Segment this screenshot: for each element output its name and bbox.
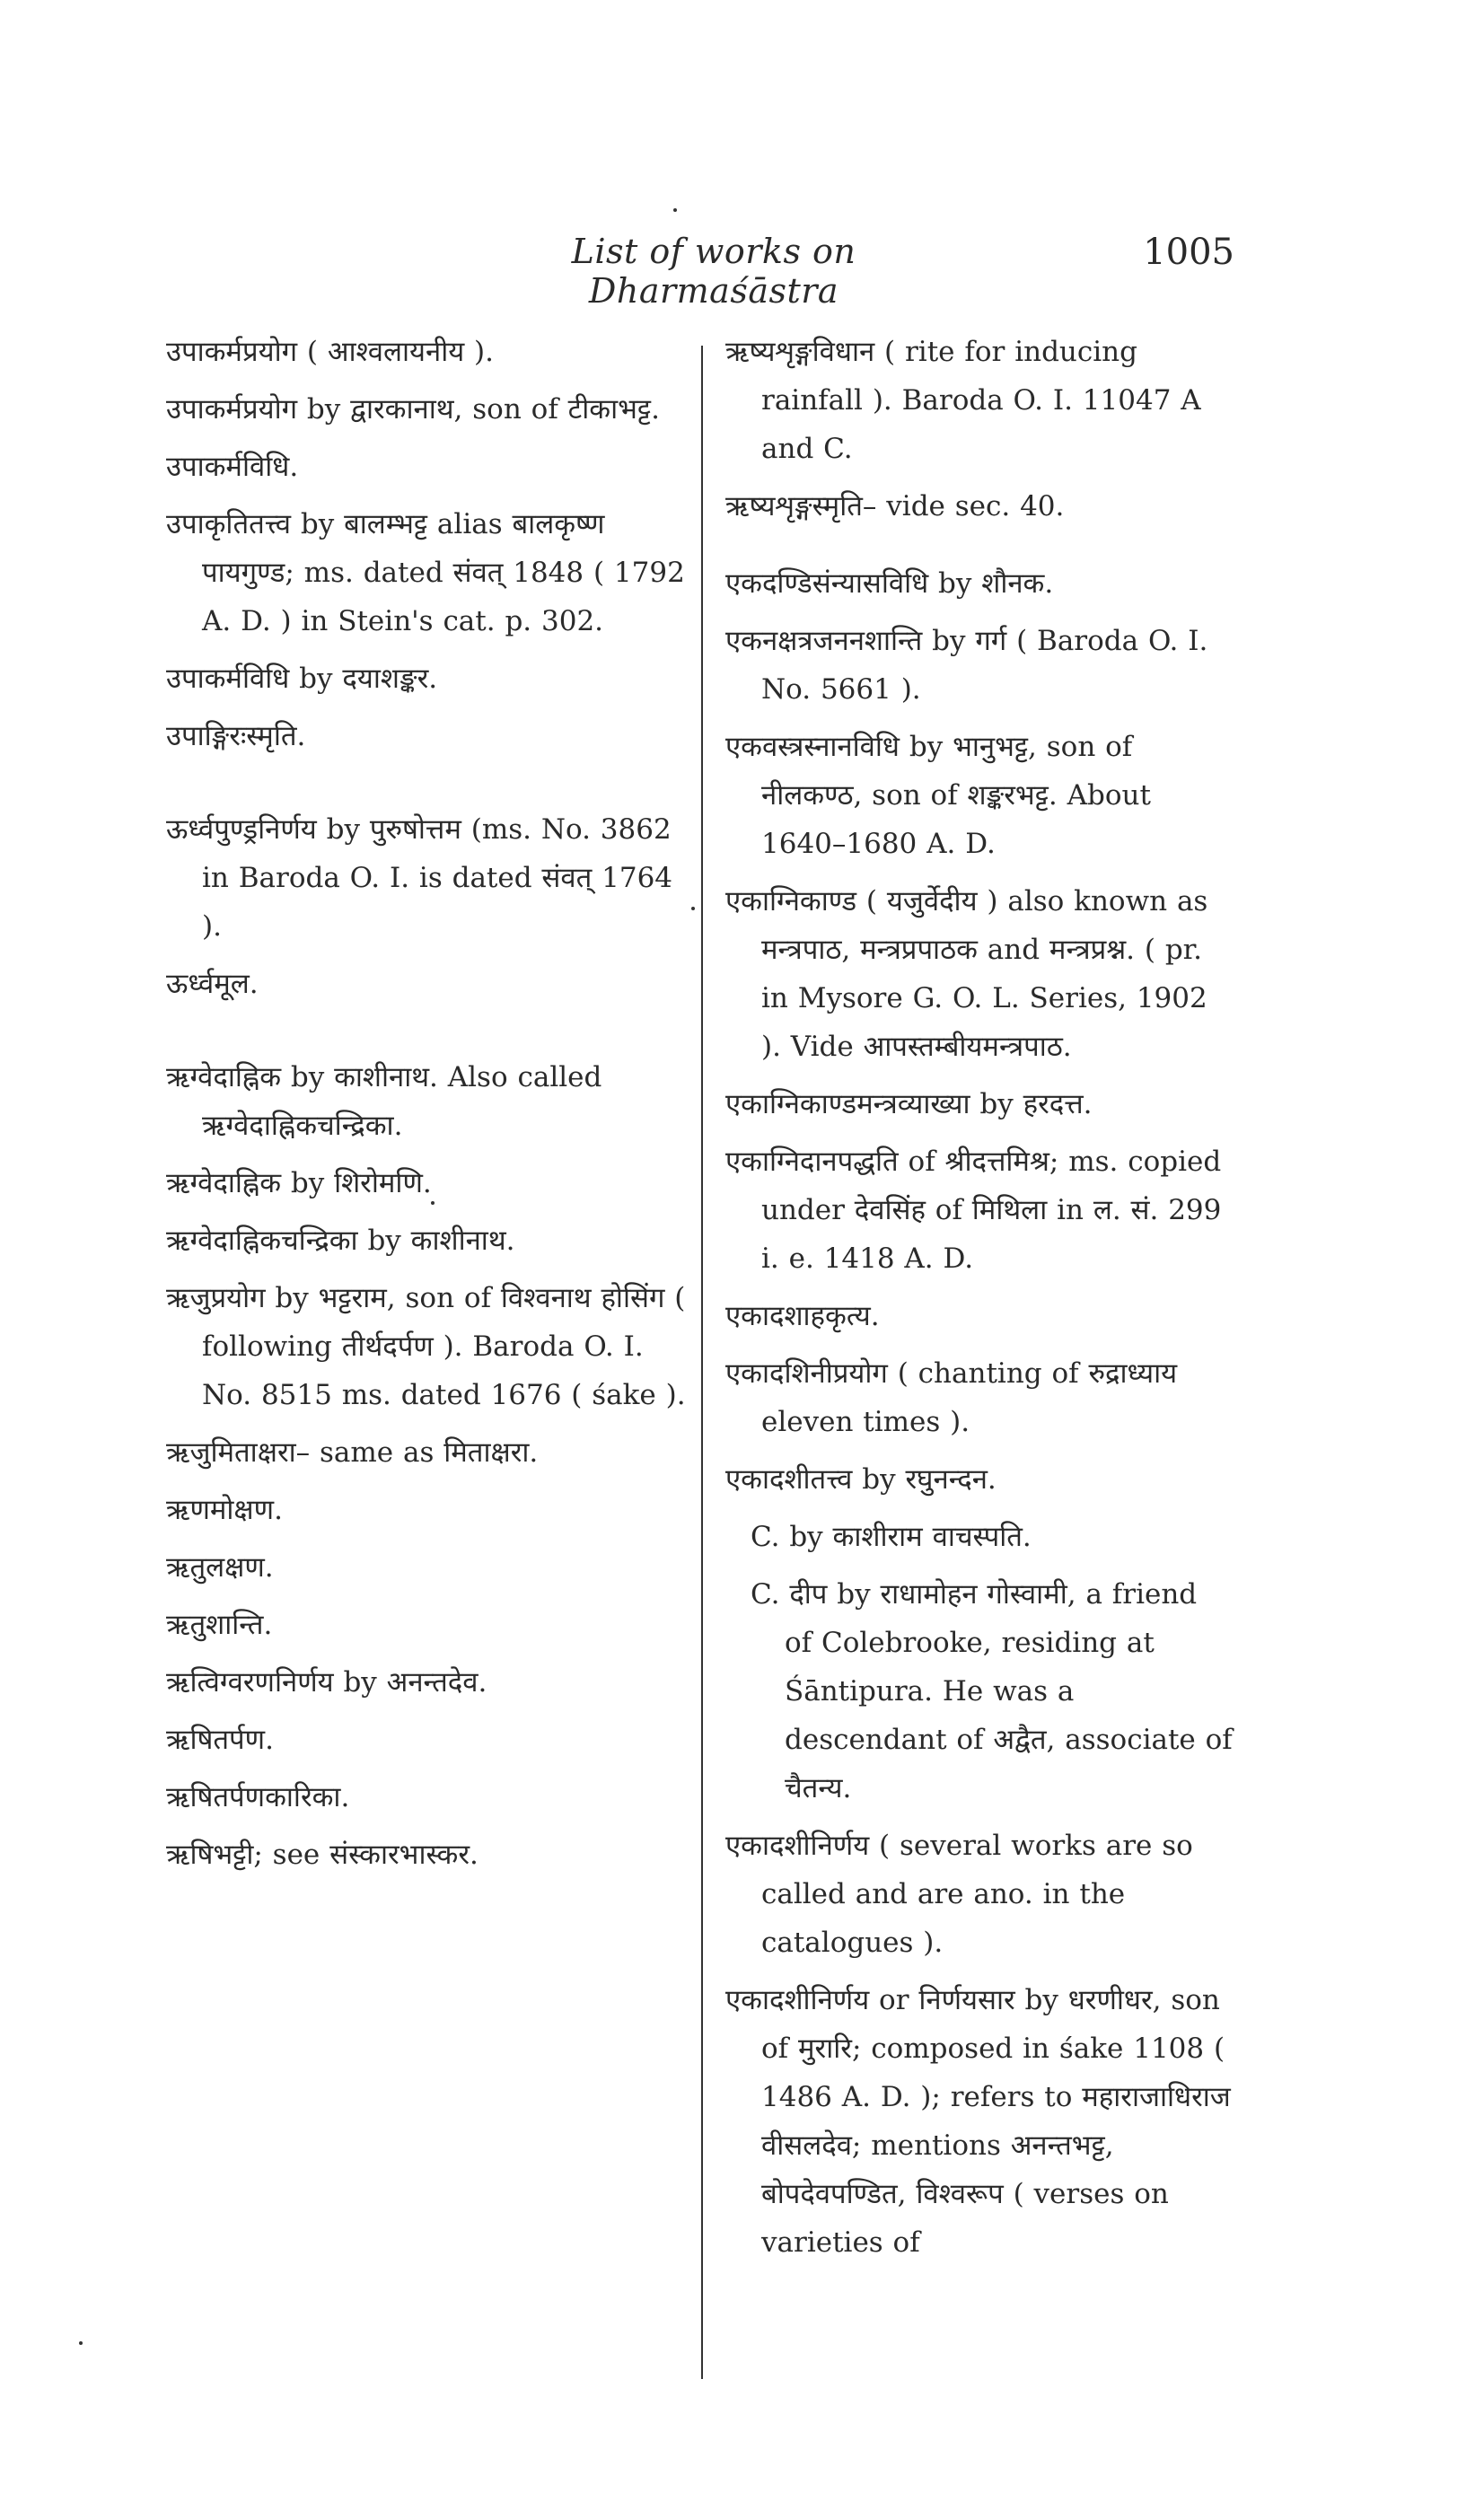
list-item: एकादशाहकृत्य. [725,1300,880,1332]
list-item: उपाकर्मविधि. [166,451,299,483]
running-header-title: List of works on Dharmaśāstra [571,232,856,311]
list-item: ऋग्वेदाह्निकचन्द्रिका by काशीनाथ. [166,1225,515,1257]
list-item: एकाग्निकाण्ड ( यजुर्वेदीय ) also known as मन्त्रपाठ, मन्त्रप्रपाठक and मन्त्रप्रश्न. ( pr. in Mysore G. O. L. Series, 1902 ). Vide आपस्तम्बीयमन्त्रपाठ. [725,885,1208,1063]
list-item: ऋतुलक्षण. [166,1551,274,1584]
list-item: एकादशीनिर्णय ( several works are so called and are ano. in the catalogues ). [725,1830,1193,1959]
print-speck [431,1201,435,1205]
list-item: ऋषितर्पणकारिका. [166,1781,350,1813]
list-item: ऋत्विग्वरणनिर्णय by अनन्तदेव. [166,1666,487,1699]
list-item: एकाग्निकाण्डमन्त्रव्याख्या by हरदत्त. [725,1088,1093,1120]
list-item: उपाकृतितत्त्व by बालम्भट्ट alias बालकृष्ण पायगुण्ड; ms. dated संवत् 1848 ( 1792 A. D. ) in Stein's cat. p. 302. [166,508,685,637]
list-item: उपाकर्मप्रयोग by द्वारकानाथ, son of टीकाभट्ट. [166,393,660,426]
list-item: एकनक्षत्रजननशान्ति by गर्ग ( Baroda O. I. No. 5661 ). [725,625,1208,706]
list-item: ऊर्ध्वपुण्ड्रनिर्णय by पुरुषोत्तम (ms. No. 3862 in Baroda O. I. is dated संवत् 1764 ). [166,813,673,943]
list-item: एकादशीतत्त्व by रघुनन्दन. [725,1463,997,1496]
list-item: एकादशीनिर्णय or निर्णयसार by धरणीधर, son of मुरारि; composed in śake 1108 ( 1486 A. D. ); refers to महाराजाधिराज वीसलदेव; mentions अनन्तभट्ट, बोपदेवपण्डित, विश्वरूप ( verses on varieties of [725,1984,1231,2259]
list-item: उपाकर्मप्रयोग ( आश्वलायनीय ). [166,336,495,368]
list-item: ऋग्वेदाह्निक by शिरोमणि. [166,1167,432,1199]
print-speck [691,907,695,910]
list-item: उपाङ्गिरःस्मृति. [166,720,306,752]
list-item: एकवस्त्रस्नानविधि by भानुभट्ट, son of नीलकण्ठ, son of शङ्करभट्ट. About 1640–1680 A. D. [725,731,1151,860]
list-item: ऋजुप्रयोग by भट्टराम, son of विश्वनाथ होसिंग ( following तीर्थदर्पण ). Baroda O. I. No. 8515 ms. dated 1676 ( śake ). [166,1282,686,1411]
list-item: एकदण्डिसंन्यासविधि by शौनक. [725,567,1054,600]
print-speck [79,2341,83,2345]
list-item: ऋषिभट्टी; see संस्कारभास्कर. [166,1839,479,1871]
list-item: ऋषितर्पण. [166,1724,274,1756]
list-item: एकादशिनीप्रयोग ( chanting of रुद्राध्याय eleven times ). [725,1357,1178,1438]
left-column [166,328,687,1888]
list-item: ऊर्ध्वमूल. [166,968,259,1000]
list-item: उपाकर्मविधि by दयाशङ्कर. [166,663,438,695]
list-item: ऋग्वेदाह्निक by काशीनाथ. Also called ऋग्वेदाह्निकचन्द्रिका. [166,1061,602,1142]
print-speck [673,208,677,212]
list-subitem: C. दीप by राधामोहन गोस्वामी, a friend of Colebrooke, residing at Śāntipura. He was a descendant of अद्वैत, associate of चैतन्य. [751,1578,1233,1804]
column-divider [701,346,703,2379]
list-item: ऋतुशान्ति. [166,1609,273,1641]
list-item: एकाग्निदानपद्धति of श्रीदत्तमिश्र; ms. copied under देवसिंह of मिथिला in ल. सं. 299 i. e. 1418 A. D. [725,1146,1222,1275]
list-item: ऋणमोक्षण. [166,1494,283,1526]
list-item: ऋष्यशृङ्गविधान ( rite for inducing rainfall ). Baroda O. I. 11047 A and C. [725,336,1201,465]
right-column [725,328,1233,2276]
page-number: 1005 [1143,232,1234,273]
list-subitem: C. by काशीराम वाचस्पति. [751,1521,1032,1553]
list-item: ऋजुमिताक्षरा– same as मिताक्षरा. [166,1436,539,1469]
list-item: ऋष्यशृङ्गस्मृति– vide sec. 40. [725,490,1065,522]
